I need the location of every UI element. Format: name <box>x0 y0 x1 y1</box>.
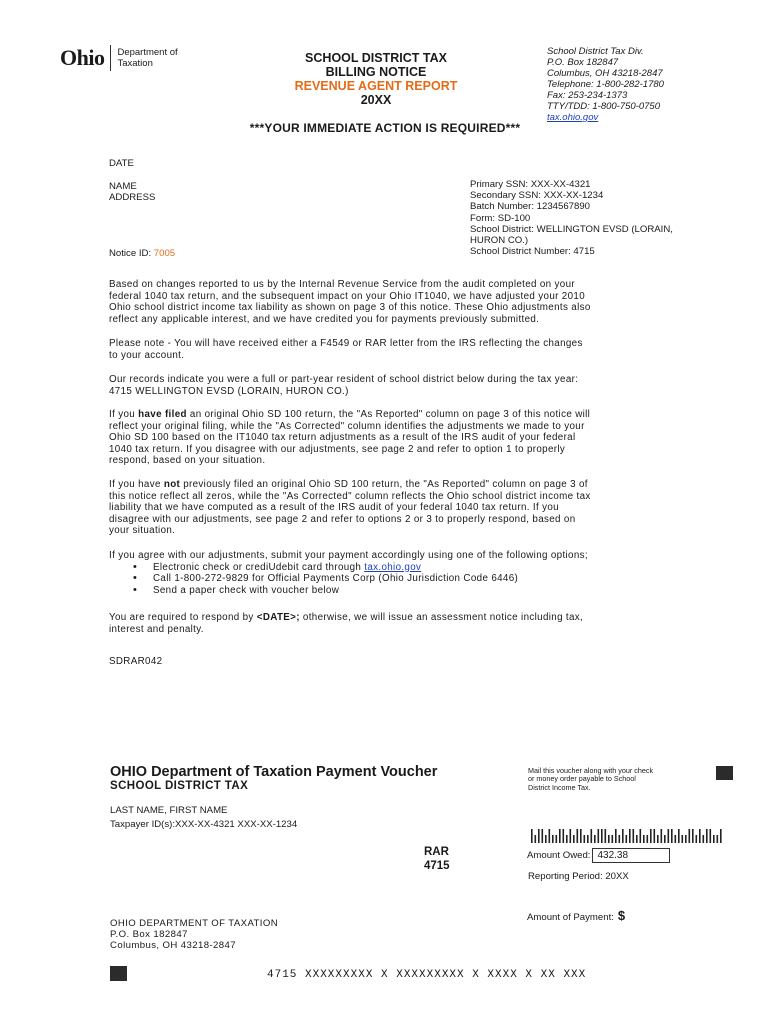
ohio-logo <box>60 45 178 71</box>
scan-line: 4715 XXXXXXXXX X XXXXXXXXX X XXXX X XX XXX <box>267 969 587 981</box>
notice-title <box>265 51 487 107</box>
paragraph-have-filed: If you have filed an original Ohio SD 100 return, the "As Reported" column on page 3 of this notice will reflect your original filing, while the "As Corrected" column identifies the adjustments we made to your Ohio SD 100 based on the IT1040 tax return adjustments as a result of the IRS audit of your federal 1040 tax return. If you disagree with our adjustments, see page 2 and refer to option 1 to properly respond, based on your situation. <box>109 409 591 466</box>
agency-address <box>547 46 664 123</box>
amount-owed-value: 432.38 <box>592 848 670 863</box>
batch-number: Batch Number: 1234567890 <box>470 201 591 213</box>
alignment-mark <box>110 966 127 981</box>
primary-ssn: Primary SSN: XXX-XX-4321 <box>470 179 591 190</box>
title-line-2: BILLING NOTICE <box>325 65 427 79</box>
address-line: Telephone: 1-800-282-1780 <box>547 79 664 90</box>
school-district: School District: WELLINGTON EVSD (LORAIN, <box>470 223 673 235</box>
payment-option-check: • Send a paper check with voucher below <box>153 585 719 597</box>
title-line-1: SCHOOL DISTRICT TAX <box>305 51 447 65</box>
form-code: SDRAR042 <box>109 656 163 667</box>
dollar-sign: $ <box>617 908 626 923</box>
urgent-banner: ***YOUR IMMEDIATE ACTION IS REQUIRED*** <box>249 121 521 135</box>
notice-id-value: 7005 <box>153 248 176 259</box>
recipient-name: NAME <box>109 181 137 192</box>
paragraph-payment-options: If you agree with our adjustments, submit your payment accordingly using one of the following options; • Electronic check or crediUdebit card through tax.ohio.gov • Call 1-800-272-9829 for Official Payments Corp (Ohio Jurisdiction Code 6446) • Send a paper check with voucher below <box>109 550 719 596</box>
logo-dept-line1: Department of <box>117 47 178 58</box>
paragraph-residency: Our records indicate you were a full or part-year resident of school district below during the tax year: 4715 WELLINGTON EVSD (LORAIN, HURON CO.) <box>109 374 579 397</box>
form-type: Form: SD-100 <box>470 212 531 224</box>
school-district-number: School District Number: 4715 <box>470 246 595 258</box>
title-revenue-agent-report: REVENUE AGENT REPORT <box>294 79 458 93</box>
address-line: Fax: 253-234-1373 <box>547 90 628 101</box>
reporting-period: Reporting Period: 20XX <box>528 871 629 882</box>
amount-of-payment-label: Amount of Payment: <box>527 912 614 923</box>
address-line: P.O. Box 182847 <box>547 57 619 68</box>
logo-divider <box>110 45 111 71</box>
department-mailing-address: OHIO DEPARTMENT OF TAXATION P.O. Box 182847 Columbus, OH 43218-2847 <box>110 918 279 952</box>
voucher-taxpayer-ids: Taxpayer ID(s):XXX-XX-4321 XXX-XX-1234 <box>110 819 298 830</box>
rar-block <box>424 845 450 873</box>
payment-amount-field[interactable] <box>629 908 689 920</box>
amount-owed-label: Amount Owed: <box>527 850 591 861</box>
taxpayer-info <box>470 179 673 257</box>
notice-id <box>109 248 175 259</box>
secondary-ssn: Secondary SSN: XXX-XX-1234 <box>470 190 604 202</box>
date-field: DATE <box>109 158 134 169</box>
alignment-mark <box>716 766 733 780</box>
paragraph-audit: Based on changes reported to us by the Internal Revenue Service from the audit completed on your federal 1040 tax return, and the subsequent impact on your Ohio IT1040, we have adjusted your 2010 Ohio school district income tax liability as shown on page 3 of this notice. These Ohio adjustments also reflect any applicable interest, and we have credited you for payments previously submitted. <box>109 279 591 325</box>
website-link[interactable]: tax.ohio.gov <box>547 112 599 123</box>
school-district-cont: HURON CO.) <box>470 235 529 247</box>
paragraph-respond-by: You are required to respond by <DATE>; otherwise, we will issue an assessment notice including tax, interest and penalty. <box>109 612 584 635</box>
notice-id-label: Notice ID: <box>109 248 152 259</box>
voucher-subtitle: SCHOOL DISTRICT TAX <box>110 780 249 792</box>
payment-option-phone: • Call 1-800-272-9829 for Official Payments Corp (Ohio Jurisdiction Code 6446) <box>153 573 719 585</box>
paragraph-not-filed: If you have not previously filed an original Ohio SD 100 return, the "As Reported" column on page 3 of this notice reflect all zeros, while the "As Corrected" column reflects the Ohio school district income tax liability that we have computed as a result of the IRS audit of your federal 1040 tax return. If you disagree with our adjustments, see page 2 and refer to options 2 or 3 to properly respond, based on your situation. <box>109 479 591 536</box>
tax-ohio-link[interactable]: tax.ohio.gov <box>364 561 422 573</box>
logo-wordmark: Ohio <box>60 45 105 70</box>
amount-of-payment <box>527 908 689 923</box>
logo-dept-line2: Taxation <box>117 58 153 69</box>
title-year: 20XX <box>360 93 392 107</box>
address-line: Columbus, OH 43218-2847 <box>547 68 663 79</box>
address-line: School District Tax Div. <box>547 46 644 57</box>
logo-department <box>117 47 177 69</box>
voucher-taxpayer-name: LAST NAME, FIRST NAME <box>110 805 228 816</box>
rar-label: RAR <box>424 846 449 858</box>
paragraph-note: Please note - You will have received either a F4549 or RAR letter from the IRS reflecting the changes to your account. <box>109 338 583 361</box>
address-line: TTY/TDD: 1-800-750-0750 <box>547 101 660 112</box>
payment-option-electronic: • Electronic check or crediUdebit card through tax.ohio.gov <box>153 562 719 574</box>
rar-number: 4715 <box>424 860 450 872</box>
mail-instructions: Mail this voucher along with your check or money order payable to School District Income Tax. <box>528 766 654 792</box>
recipient-address: ADDRESS <box>109 192 156 203</box>
voucher-title: OHIO Department of Taxation Payment Voucher <box>110 764 438 780</box>
postal-barcode <box>531 829 731 843</box>
amount-owed <box>527 848 670 863</box>
